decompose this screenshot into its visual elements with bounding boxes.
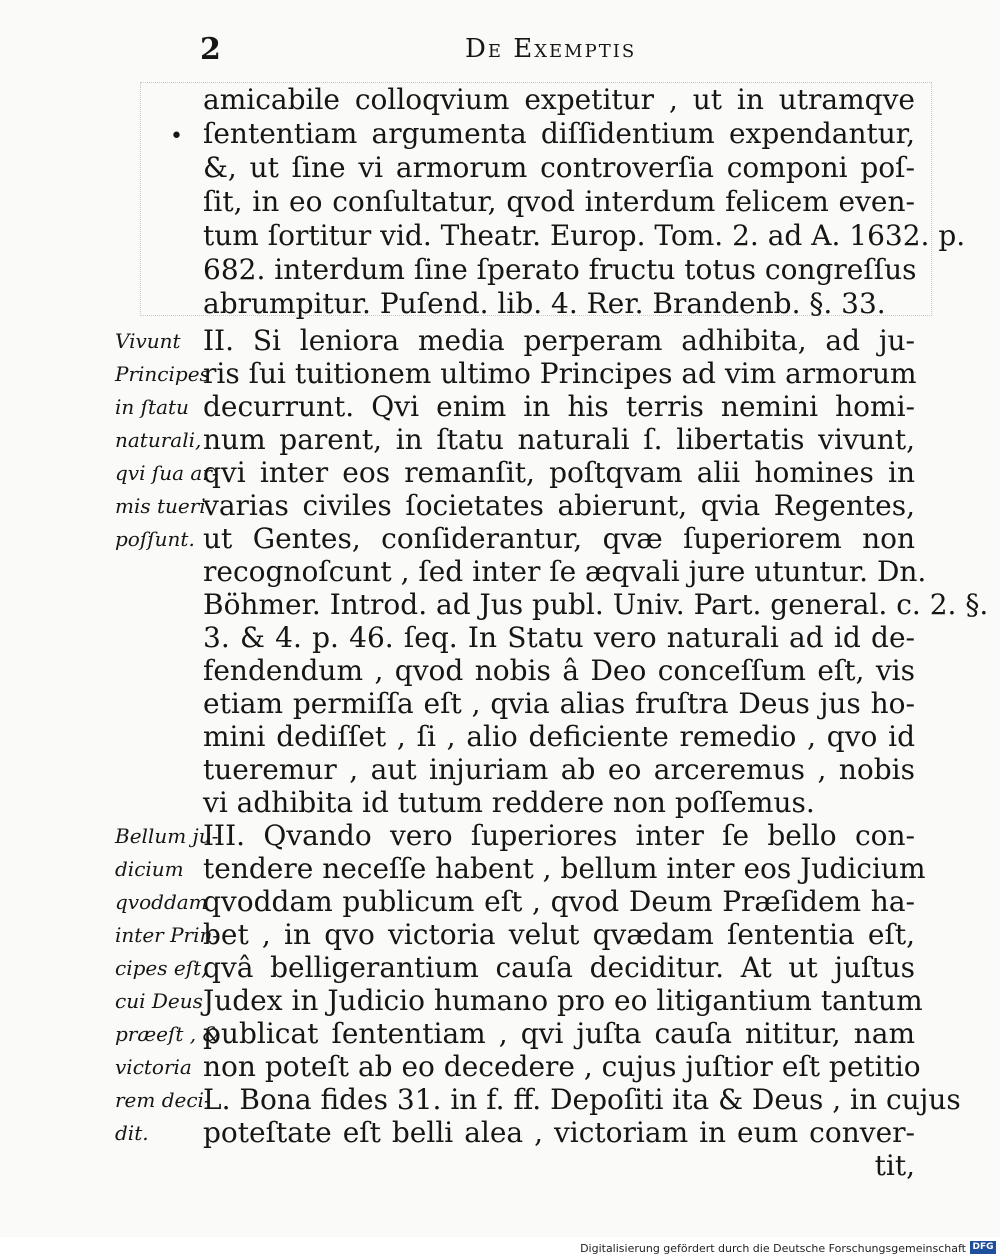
funding-notice: Digitalisierung gefördert durch die Deutsche Forschungsgemeinschaft: [580, 1242, 966, 1255]
margin-note: rem deci-: [115, 1088, 211, 1112]
margin-note: cui Deus: [115, 989, 203, 1013]
margin-note: inter Prin-: [115, 923, 220, 947]
body-line: qvi inter eos remanſit, poſtqvam alii homines in: [203, 456, 915, 489]
body-line: Böhmer. Introd. ad Jus publ. Univ. Part. general. c. 2. §.: [203, 588, 989, 621]
body-line: 682. interdum ſine ſperato fructu totus congreſſus: [203, 253, 917, 286]
margin-note: victoria: [115, 1055, 192, 1079]
page-header: [200, 32, 920, 72]
margin-note: Principes: [115, 362, 210, 386]
margin-note: poſſunt.: [115, 527, 195, 551]
body-line: tueremur , aut injuriam ab eo arceremus , nobis: [203, 753, 915, 786]
body-line: ſententiam argumenta diſſidentium expendantur,: [203, 117, 915, 150]
body-line: decurrunt. Qvi enim in his terris nemini homi-: [203, 390, 915, 423]
margin-note: in ſtatu: [115, 395, 189, 419]
margin-note: qvi ſua ar-: [115, 461, 219, 485]
body-line: ris ſui tuitionem ultimo Principes ad vim armorum: [203, 357, 917, 390]
bullet-mark: •: [170, 124, 183, 149]
margin-note: Vivunt: [115, 329, 181, 353]
body-line: III. Qvando vero ſuperiores inter ſe bello con-: [203, 819, 915, 852]
dfg-logo: DFG: [970, 1241, 996, 1254]
funding-footer: [0, 1237, 1000, 1259]
body-line: ut Gentes, conſiderantur, qvæ ſuperiorem non: [203, 522, 915, 555]
body-line: etiam permiſſa eſt , qvia alias fruſtra Deus jus ho-: [203, 687, 915, 720]
body-line: &, ut ſine vi armorum controverſia componi poſ-: [203, 151, 915, 184]
body-line: qvoddam publicum eſt , qvod Deum Præſidem ha-: [203, 885, 915, 918]
margin-note: mis tueri: [115, 494, 206, 518]
body-line: tum ſortitur vid. Theatr. Europ. Tom. 2. ad A. 1632. p.: [203, 219, 966, 252]
margin-note: præeſt , &: [115, 1022, 221, 1046]
body-line: Judex in Judicio humano pro eo litigantium tantum: [203, 984, 923, 1017]
margin-note: dicium: [115, 857, 184, 881]
running-title: De Exemptis: [465, 34, 637, 64]
body-line: tendere neceſſe habent , bellum inter eos Judicium: [203, 852, 926, 885]
body-line: tit,: [874, 1149, 915, 1182]
body-line: amicabile colloqvium expetitur , ut in utramqve: [203, 83, 915, 116]
body-line: vi adhibita id tutum reddere non poſſemus.: [203, 786, 815, 819]
body-line: fendendum , qvod nobis â Deo conceſſum eſt, vis: [203, 654, 915, 687]
body-line: 3. & 4. p. 46. ſeq. In Statu vero naturali ad id de-: [203, 621, 915, 654]
body-line: L. Bona fides 31. in f. ff. Depoſiti ita & Deus , in cujus: [203, 1083, 961, 1116]
margin-note: Bellum ju-: [115, 824, 219, 848]
body-line: varias civiles ſocietates abierunt, qvia Regentes,: [203, 489, 915, 522]
body-line: publicat ſententiam , qvi juſta cauſa nititur, nam: [203, 1017, 915, 1050]
page-number: 2: [200, 32, 221, 67]
body-line: mini dediſſet , ſi , alio deficiente remedio , qvo id: [203, 720, 915, 753]
body-line: non poteſt ab eo decedere , cujus juſtior eſt petitio: [203, 1050, 921, 1083]
body-line: abrumpitur. Puſend. lib. 4. Rer. Brandenb. §. 33.: [203, 287, 886, 320]
body-line: bet , in qvo victoria velut qvædam ſententia eſt,: [203, 918, 915, 951]
body-line: II. Si leniora media perperam adhibita, ad ju-: [203, 324, 915, 357]
margin-note: qvoddam: [115, 890, 208, 914]
margin-note: naturali,: [115, 428, 202, 452]
body-line: num parent, in ſtatu naturali ſ. libertatis vivunt,: [203, 423, 915, 456]
body-line: recognoſcunt , ſed inter ſe æqvali jure utuntur. Dn.: [203, 555, 927, 588]
body-line: ſit, in eo conſultatur, qvod interdum felicem even-: [203, 185, 915, 218]
body-line: poteſtate eſt belli alea , victoriam in eum conver-: [203, 1116, 915, 1149]
margin-note: cipes eſt,: [115, 956, 208, 980]
margin-note: dit.: [115, 1121, 149, 1145]
body-line: qvâ belligerantium cauſa deciditur. At ut juſtus: [203, 951, 915, 984]
